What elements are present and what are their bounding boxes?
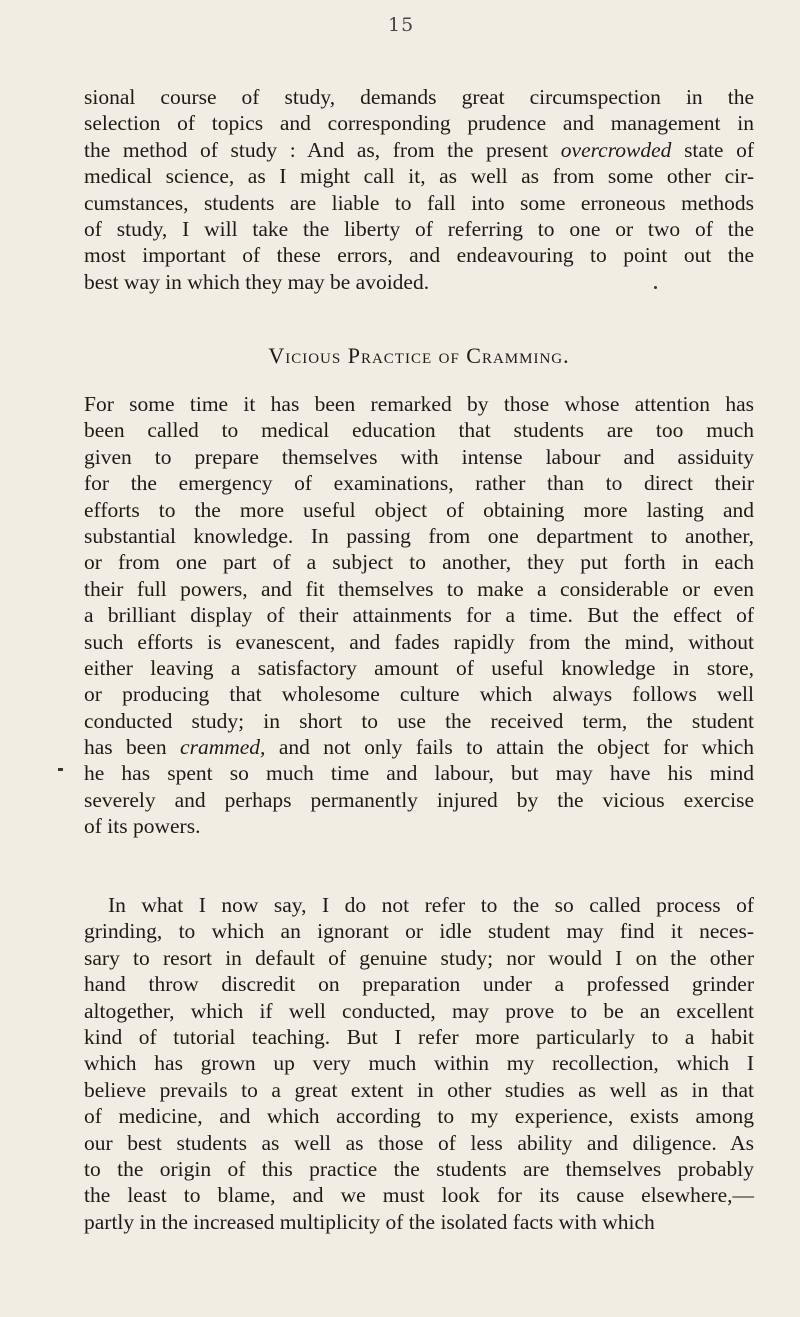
- text-line: believe prevails to a great extent in other studies as well as in that: [84, 1077, 754, 1102]
- text-line: selection of topics and corresponding prudence and management in: [84, 111, 754, 136]
- text-line: For some time it has been remarked by those whose attention has: [84, 392, 754, 416]
- text-line: medical science, as I might call it, as well as from some other cir-: [84, 164, 754, 189]
- text-line: cumstances, students are liable to fall into some erroneous methods: [84, 190, 754, 215]
- text-line: severely and perhaps permanently injured by the vicious exercise: [84, 787, 754, 812]
- text-line: the method of study : And as, from the present overcrowded state of: [84, 137, 755, 162]
- text-line: sional course of study, demands great circumspection in the: [84, 85, 754, 109]
- paragraph-1: [84, 84, 754, 295]
- text-line: to the origin of this practice the students are themselves probably: [84, 1156, 754, 1181]
- page-number: 15: [388, 14, 415, 36]
- text-line: given to prepare themselves with intense labour and assiduity: [84, 444, 754, 469]
- text-line: best way in which they may be avoided.: [84, 269, 430, 294]
- text-line: conducted study; in short to use the received term, the student: [84, 708, 754, 733]
- paragraph-3: [84, 892, 754, 1235]
- text-line: for the emergency of examinations, rather than to direct their: [84, 471, 754, 496]
- text-line: such efforts is evanescent, and fades rapidly from the mind, without: [84, 629, 754, 654]
- emphasis-overcrowded: overcrowded: [560, 137, 672, 162]
- text-line: partly in the increased multiplicity of the isolated facts with which: [84, 1209, 655, 1234]
- text-line: he has spent so much time and labour, but may have his mind: [84, 761, 754, 786]
- text-line: In what I now say, I do not refer to the so called process of: [108, 893, 754, 917]
- text-line: either leaving a satisfactory amount of useful knowledge in store,: [84, 655, 754, 680]
- text-line: of study, I will take the liberty of referring to one or two of the: [84, 216, 754, 241]
- text-line: sary to resort in default of genuine study; nor would I on the other: [84, 945, 754, 970]
- text-line: of its powers.: [84, 814, 201, 839]
- text-line: most important of these errors, and endeavouring to point out the: [84, 243, 754, 268]
- margin-mark: [58, 768, 63, 771]
- text-line: been called to medical education that students are too much: [84, 418, 754, 443]
- emphasis-crammed: crammed,: [180, 735, 266, 760]
- text-line: or producing that wholesome culture which always follows well: [84, 682, 754, 707]
- text-line: grinding, to which an ignorant or idle student may find it neces-: [84, 919, 754, 944]
- text-line: which has grown up very much within my recollection, which I: [84, 1051, 754, 1076]
- text-line: has been crammed, and not only fails to attain the object for which: [84, 735, 754, 760]
- text-line: kind of tutorial teaching. But I refer more particularly to a habit: [84, 1024, 754, 1049]
- text-line: a brilliant display of their attainments for a time. But the effect of: [84, 603, 754, 628]
- text-line: our best students as well as those of less ability and diligence. As: [84, 1130, 754, 1155]
- text-line: substantial knowledge. In passing from one department to another,: [84, 523, 754, 548]
- text-line: or from one part of a subject to another, they put forth in each: [84, 550, 754, 575]
- text-line: altogether, which if well conducted, may prove to be an excellent: [84, 998, 754, 1023]
- section-heading: Vicious Practice of Cramming.: [268, 343, 570, 368]
- text-line: the least to blame, and we must look for its cause elsewhere,—: [84, 1183, 754, 1208]
- text-line: efforts to the more useful object of obtaining more lasting and: [84, 497, 754, 522]
- paragraph-2: [84, 391, 754, 840]
- ink-speck: [654, 286, 657, 289]
- text-line: hand throw discredit on preparation under a professed grinder: [84, 972, 754, 997]
- text-line: of medicine, and which according to my experience, exists among: [84, 1104, 754, 1129]
- text-line: their full powers, and fit themselves to make a considerable or even: [84, 576, 754, 601]
